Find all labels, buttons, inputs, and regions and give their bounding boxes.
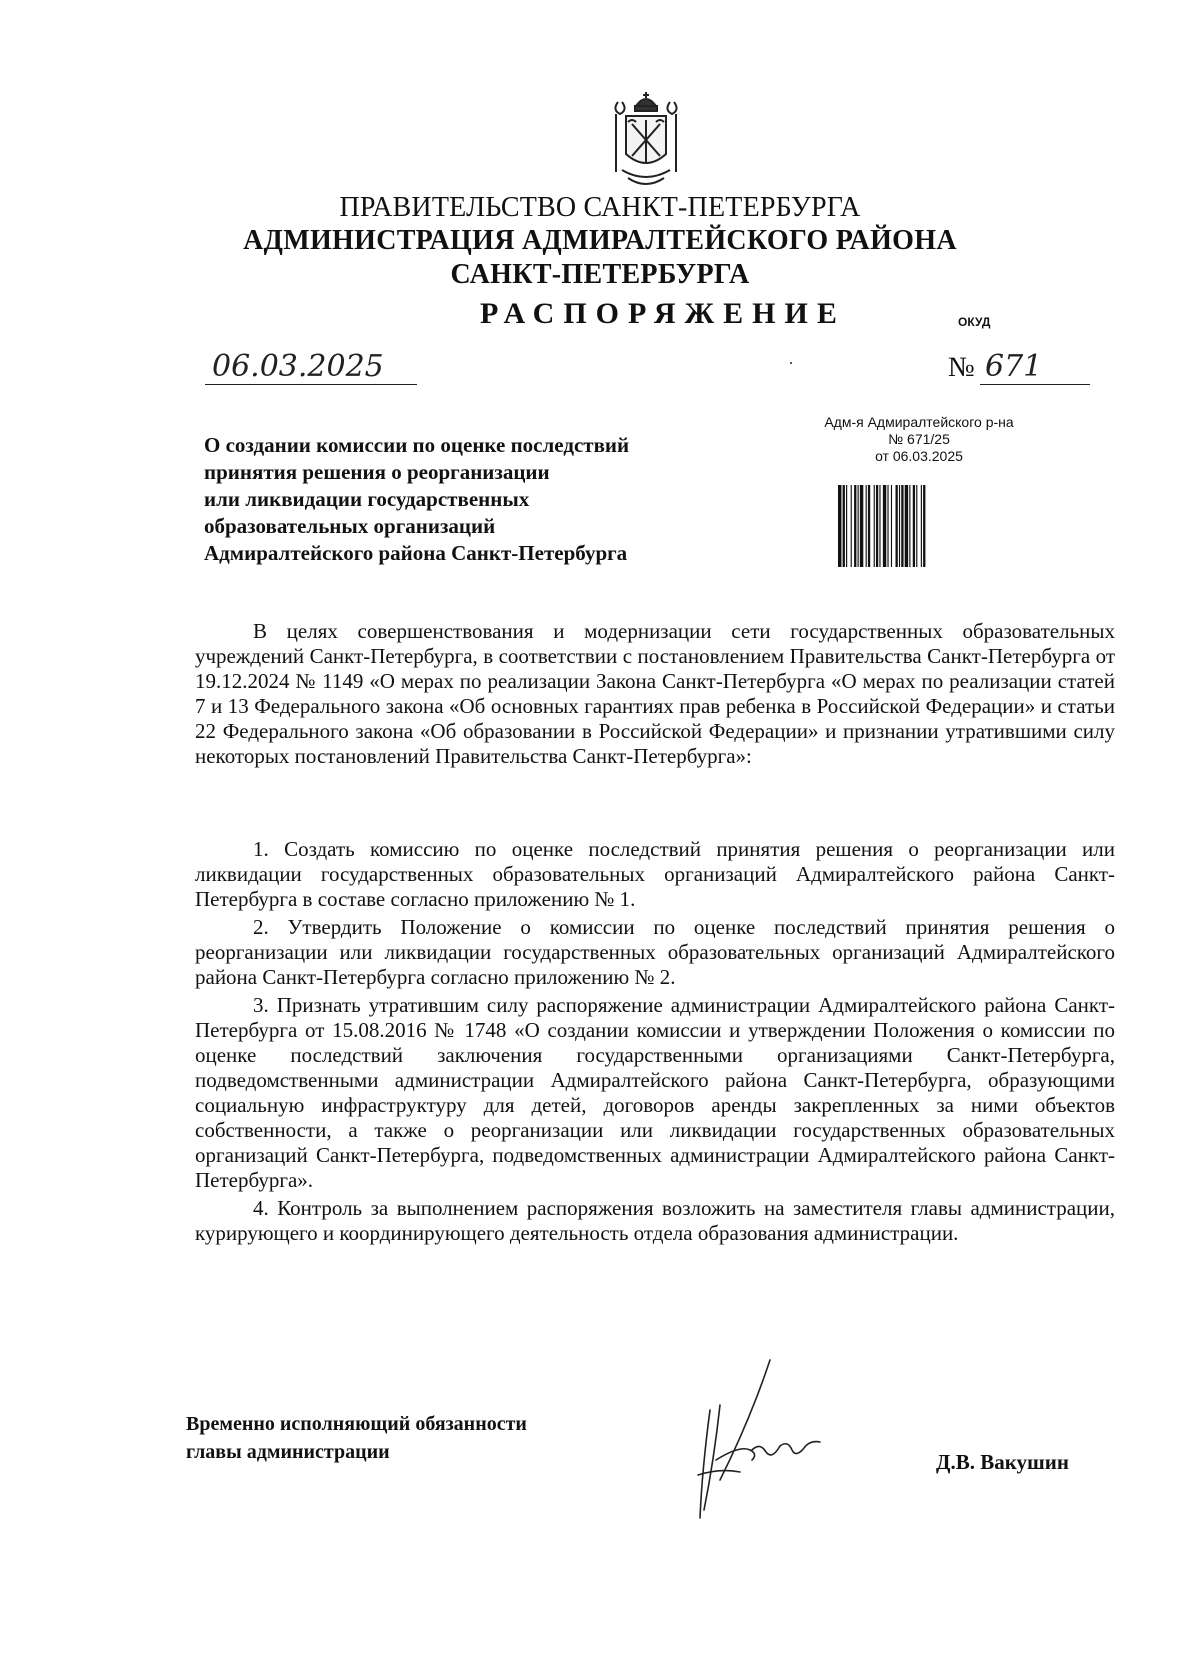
barcode-bar <box>874 485 875 567</box>
subject-line: образовательных организаций <box>204 514 496 538</box>
barcode-bar <box>896 485 898 567</box>
barcode-bar <box>868 485 870 567</box>
order-item-3: 3. Признать утратившим силу распоряжение администрации Адмиралтейского района Санкт-Петербурга от 15.08.2016 № 1748 «О создании комиссии и утверждении Положения о комиссии по оценке последствий заключения государственными организациями Санкт-Петербурга, подведомственными администрации Адмиралтейского района Санкт-Петербурга, образующими социальную инфраструктуру для детей, договоров аренды закрепленных за ними объектов собственности, а также о реорганизации или ликвидации государственных образовательных организаций Санкт-Петербурга, подведомственных администрации Адмиралтейского района Санкт-Петербурга». <box>195 993 1115 1192</box>
barcode-bar <box>838 485 841 567</box>
handwritten-signature-icon <box>680 1350 840 1520</box>
barcode-bar <box>866 485 867 567</box>
government-title: ПРАВИТЕЛЬСТВО САНКТ-ПЕТЕРБУРГА <box>339 192 861 223</box>
subject-line: Адмиралтейского района Санкт-Петербурга <box>204 541 628 565</box>
barcode-bar <box>858 485 859 567</box>
order-item-4: 4. Контроль за выполнением распоряжения возложить на заместителя главы администрации, курирующего и координирующего деятельность отдела образования администрации. <box>195 1196 1115 1245</box>
preamble <box>195 619 1115 769</box>
document-type-title: РАСПОРЯЖЕНИЕ <box>480 297 846 330</box>
barcode-bar <box>887 485 888 567</box>
barcode-bar <box>909 485 910 567</box>
barcode-bar <box>901 485 903 567</box>
okud-label: ОКУД <box>958 315 991 329</box>
barcode-bar <box>899 485 900 567</box>
handwritten-number: 671 <box>985 349 1043 384</box>
barcode-bar <box>860 485 863 567</box>
coat-of-arms-icon <box>608 92 684 192</box>
barcode-bar <box>916 485 917 567</box>
signatory-title-line: Временно исполняющий обязанности <box>186 1413 527 1435</box>
order-item-1: 1. Создать комиссию по оценке последствий принятия решения о реорганизации или ликвидации государственных образовательных организаций Адмиралтейского района Санкт-Петербурга в составе согласно приложению № 1. <box>195 837 1115 911</box>
registration-office: Адм-я Адмиралтейского р-на <box>824 414 1014 430</box>
barcode-bar <box>854 485 856 567</box>
barcode-bar <box>923 485 925 567</box>
subject-line: или ликвидации государственных <box>204 487 530 511</box>
subject-line: О создании комиссии по оценке последствий <box>204 433 630 457</box>
number-underline <box>980 384 1090 385</box>
barcode-bar <box>883 485 886 567</box>
subject-line: принятия решения о реорганизации <box>204 460 550 484</box>
signatory-title <box>186 1410 527 1466</box>
signatory-title-line: главы администрации <box>186 1441 390 1463</box>
registration-number: № 671/25 <box>888 431 950 447</box>
barcode-bar <box>843 485 845 567</box>
city-title: САНКТ-ПЕТЕРБУРГА <box>450 259 750 290</box>
barcode-bar <box>851 485 852 567</box>
registration-stamp <box>800 414 1038 465</box>
barcode-bar <box>921 485 922 567</box>
barcode-bar <box>846 485 847 567</box>
signatory-name: Д.В. Вакушин <box>936 1450 1069 1474</box>
administration-title: АДМИНИСТРАЦИЯ АДМИРАЛТЕЙСКОГО РАЙОНА <box>243 225 957 256</box>
number-label: № <box>948 352 975 383</box>
order-item-2: 2. Утвердить Положение о комиссии по оценке последствий принятия решения о реорганизации или ликвидации государственных образовательных организаций Адмиралтейского района Санкт-Петербурга согласно приложению № 2. <box>195 915 1115 989</box>
scan-speck <box>790 362 792 364</box>
barcode-bar <box>891 485 892 567</box>
barcode-bar <box>913 485 915 567</box>
order-items <box>195 837 1115 1249</box>
barcode-bar <box>879 485 880 567</box>
preamble-paragraph: В целях совершенствования и модернизации сети государственных образовательных учреждений Санкт-Петербурга, в соответствии с постановлением Правительства Санкт-Петербурга от 19.12.2024 № 1149 «О мерах по реализации Закона Санкт-Петербурга «О мерах по реализации статей 7 и 13 Федерального закона «Об основных гарантиях прав ребенка в Российской Федерации» и статьи 22 Федерального закона «Об образовании в Российской Федерации» и признании утратившими силу некоторых постановлений Правительства Санкт-Петербурга»: <box>195 619 1115 768</box>
registration-date: от 06.03.2025 <box>875 448 963 464</box>
barcode-bar <box>905 485 908 567</box>
document-subject <box>204 432 724 567</box>
barcode-icon <box>836 485 1000 567</box>
date-underline <box>205 384 417 385</box>
handwritten-date: 06.03.2025 <box>212 349 384 384</box>
barcode-bar <box>876 485 878 567</box>
